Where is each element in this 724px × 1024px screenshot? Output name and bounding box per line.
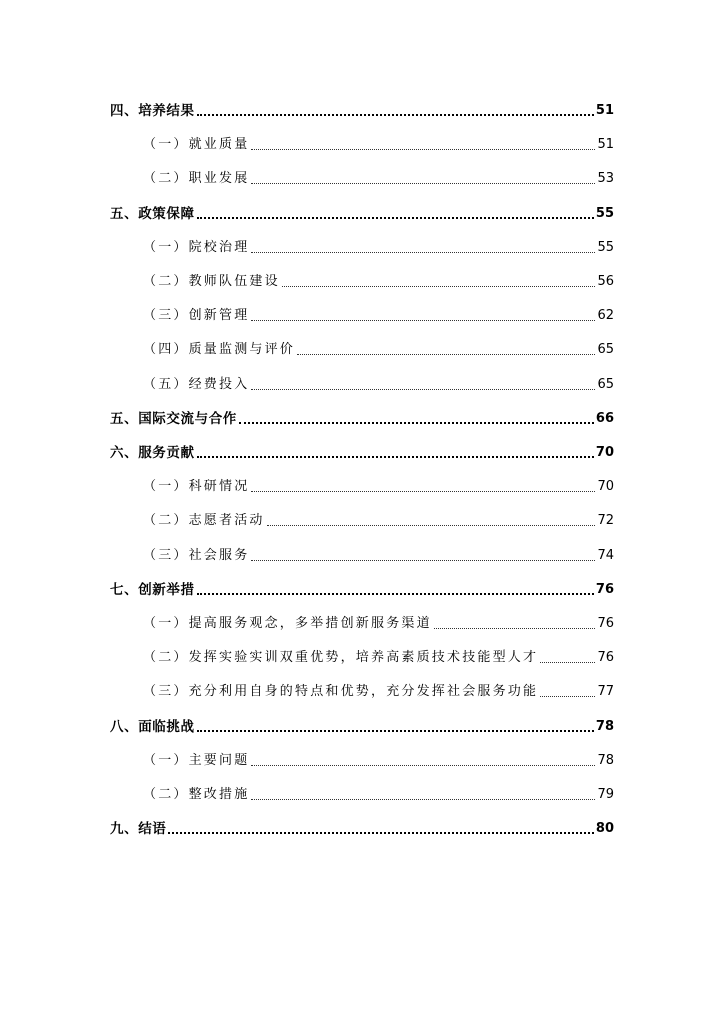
toc-entry-title: 五、国际交流与合作 [110,410,237,427]
toc-subsection-row[interactable] [143,611,614,633]
toc-section-row[interactable] [110,816,614,838]
toc-section-row[interactable] [110,577,614,599]
toc-leader-dots [197,114,594,116]
toc-page-number: 65 [597,342,614,358]
toc-leader-dots [168,832,594,834]
toc-entry-title: （二）职业发展 [143,171,250,187]
toc-section-row[interactable] [110,714,614,736]
toc-entry-title: （四）质量监测与评价 [143,342,296,358]
toc-section-row[interactable] [110,201,614,223]
toc-leader-dots [251,799,595,800]
toc-leader-dots [251,149,595,150]
toc-leader-dots [540,662,595,663]
toc-page-number: 72 [597,513,614,529]
toc-page-number: 77 [597,684,614,700]
toc-entry-title: （三）充分利用自身的特点和优势，充分发挥社会服务功能 [143,684,539,700]
toc-page-number: 78 [595,718,614,734]
toc-subsection-row[interactable] [143,303,614,325]
toc-subsection-row[interactable] [143,235,614,257]
toc-page-number: 55 [595,205,614,221]
toc-leader-dots [251,183,595,184]
toc-entry-title: （二）整改措施 [143,787,250,802]
toc-page-number: 51 [597,137,614,153]
toc-entry-title: （三）创新管理 [143,308,250,324]
toc-leader-dots [197,730,594,732]
toc-leader-dots [267,525,596,526]
toc-section-row[interactable] [110,98,614,120]
toc-entry-title: 九、结语 [110,821,167,838]
toc-leader-dots [251,765,595,766]
toc-entry-title: （一）就业质量 [143,137,250,153]
toc-page-number: 76 [597,650,614,666]
toc-section-row[interactable] [110,440,614,462]
toc-leader-dots [197,217,594,219]
toc-subsection-row[interactable] [143,645,614,667]
toc-entry-title: （二）发挥实验实训双重优势，培养高素质技术技能型人才 [143,650,539,666]
toc-entry-title: （三）社会服务 [143,547,250,563]
toc-entry-title: （五）经费投入 [143,376,250,392]
toc-subsection-row[interactable] [143,269,614,291]
toc-entry-title: （二）志愿者活动 [143,513,265,529]
toc-entry-title: （一）科研情况 [143,479,250,495]
toc-leader-dots [239,422,594,424]
toc-subsection-row[interactable] [143,166,614,188]
toc-entry-title: （一）提高服务观念，多举措创新服务渠道 [143,616,432,631]
toc-leader-dots [251,491,595,492]
toc-page-number: 70 [597,479,614,495]
toc-leader-dots [282,286,596,287]
toc-subsection-row[interactable] [143,782,614,804]
toc-page-number: 51 [595,103,614,118]
toc-page-number: 79 [597,787,614,802]
toc-leader-dots [434,628,596,629]
toc-entry-title: 四、培养结果 [110,103,195,119]
toc-leader-dots [197,456,594,458]
toc-subsection-row[interactable] [143,679,614,701]
toc-page-number: 80 [595,821,614,837]
toc-page-number: 70 [595,445,614,460]
toc-entry-title: 六、服务贡献 [110,445,195,461]
toc-page-number: 56 [597,274,614,289]
toc-page-number: 66 [595,410,614,426]
toc-leader-dots [540,696,595,697]
toc-page-number: 53 [597,171,614,187]
toc-entry-title: 七、创新举措 [110,581,195,598]
toc-page-number: 55 [597,239,614,255]
toc-leader-dots [251,320,595,321]
toc-entry-title: 八、面临挑战 [110,718,195,735]
toc-leader-dots [197,593,594,595]
toc-page-number: 78 [597,752,614,768]
toc-subsection-row[interactable] [143,748,614,770]
toc-subsection-row[interactable] [143,508,614,530]
toc-leader-dots [251,252,595,253]
toc-subsection-row[interactable] [143,543,614,565]
toc-page-number: 76 [595,581,614,597]
toc-page-number: 74 [597,547,614,563]
toc-page-number: 76 [597,616,614,631]
toc-entry-title: （二）教师队伍建设 [143,274,280,289]
toc-entry-title: （一）主要问题 [143,752,250,768]
toc-subsection-row[interactable] [143,474,614,496]
toc-section-row[interactable] [110,406,614,428]
toc-page-number: 62 [597,308,614,324]
toc-leader-dots [251,560,595,561]
toc-leader-dots [251,389,595,390]
toc-subsection-row[interactable] [143,372,614,394]
toc-subsection-row[interactable] [143,337,614,359]
toc-subsection-row[interactable] [143,132,614,154]
toc-entry-title: 五、政策保障 [110,205,195,222]
toc-page-number: 65 [597,376,614,392]
toc-entry-title: （一）院校治理 [143,239,250,255]
toc-leader-dots [297,354,595,355]
